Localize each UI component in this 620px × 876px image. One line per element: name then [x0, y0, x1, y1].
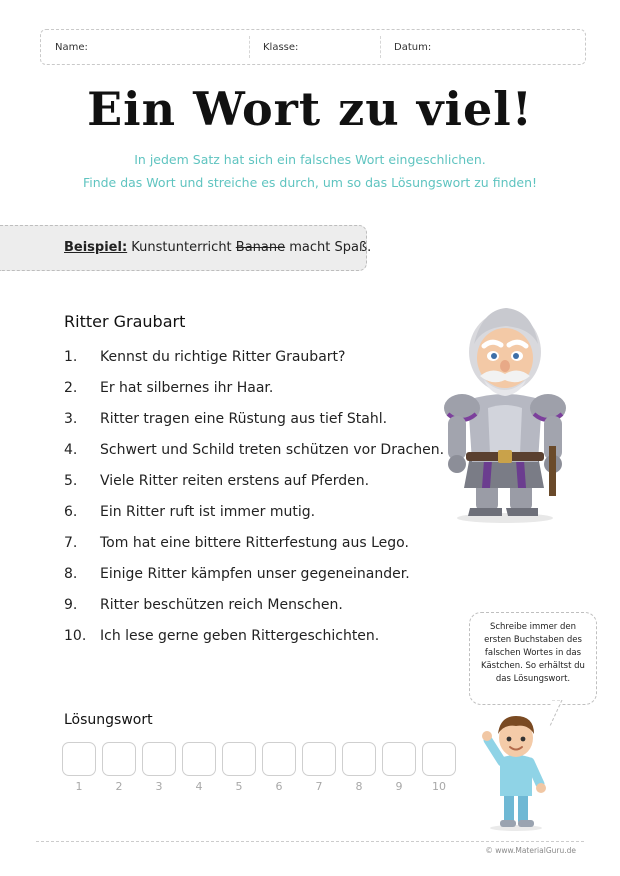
- item-number: 6.: [64, 504, 78, 520]
- hint-line: das Lösungswort.: [495, 674, 571, 684]
- list-item[interactable]: [64, 535, 444, 566]
- class-field[interactable]: [249, 30, 380, 64]
- list-item[interactable]: [64, 442, 444, 473]
- footer-divider: [36, 841, 584, 842]
- letter-box[interactable]: [102, 742, 136, 776]
- item-number: 9.: [64, 597, 78, 613]
- box-number: 4: [195, 780, 203, 793]
- box-number: 3: [155, 780, 163, 793]
- letter-box[interactable]: [142, 742, 176, 776]
- sentence-list: [64, 349, 444, 659]
- example-sentence: [64, 240, 371, 255]
- item-number: 4.: [64, 442, 78, 458]
- class-label: Klasse:: [263, 42, 299, 53]
- item-text: Einige Ritter kämpfen unser gegeneinander.: [100, 566, 410, 582]
- hint-line: falschen Wortes in das: [484, 648, 582, 658]
- list-item[interactable]: [64, 349, 444, 380]
- item-text: Viele Ritter reiten erstens auf Pferden.: [100, 473, 370, 489]
- boy-illustration: [476, 712, 556, 832]
- list-item[interactable]: [64, 628, 444, 659]
- box-number: 5: [235, 780, 243, 793]
- box-number: 7: [315, 780, 323, 793]
- letter-box[interactable]: [422, 742, 456, 776]
- letter-box[interactable]: [62, 742, 96, 776]
- box-number: 9: [395, 780, 403, 793]
- copyright-footer: © www.MaterialGuru.de: [485, 846, 576, 855]
- instruction-line-2: Finde das Wort und streiche es durch, um so das Lösungswort zu finden!: [82, 175, 538, 190]
- list-item[interactable]: [64, 380, 444, 411]
- item-number: 8.: [64, 566, 78, 582]
- letter-box[interactable]: [262, 742, 296, 776]
- item-number: 10.: [64, 628, 87, 644]
- example-text-after: macht Spaß.: [289, 240, 372, 255]
- hint-line: Schreibe immer den: [489, 622, 577, 632]
- item-text: Tom hat eine bittere Ritterfestung aus Lego.: [100, 535, 409, 551]
- item-number: 1.: [64, 349, 78, 365]
- letter-box[interactable]: [382, 742, 416, 776]
- instruction-line-1: In jedem Satz hat sich ein falsches Wort eingeschlichen.: [134, 152, 486, 167]
- knight-illustration: [440, 296, 570, 526]
- letter-box[interactable]: [342, 742, 376, 776]
- item-number: 3.: [64, 411, 78, 427]
- item-text: Ritter tragen eine Rüstung aus tief Stahl.: [100, 411, 388, 427]
- list-item[interactable]: [64, 473, 444, 504]
- item-text: Ein Ritter ruft ist immer mutig.: [100, 504, 316, 520]
- solution-title: Lösungswort: [64, 712, 153, 728]
- name-field[interactable]: [41, 30, 249, 64]
- item-number: 7.: [64, 535, 78, 551]
- list-item[interactable]: [64, 566, 444, 597]
- example-text-before: Kunstunterricht: [131, 240, 232, 255]
- box-number: 10: [432, 780, 446, 793]
- name-label: Name:: [55, 42, 88, 53]
- item-text: Schwert und Schild treten schützen vor Drachen.: [100, 442, 445, 458]
- list-item[interactable]: [64, 504, 444, 535]
- box-number: 6: [275, 780, 283, 793]
- box-number: 8: [355, 780, 363, 793]
- item-text: Ich lese gerne geben Rittergeschichten.: [100, 628, 380, 644]
- example-label: Beispiel:: [64, 240, 128, 255]
- student-info-header: [40, 29, 586, 65]
- item-text: Ritter beschützen reich Menschen.: [100, 597, 343, 613]
- example-box: [0, 225, 372, 271]
- list-item[interactable]: [64, 411, 444, 442]
- page-title: Ein Wort zu viel!: [87, 82, 533, 136]
- box-number: 2: [115, 780, 123, 793]
- date-label: Datum:: [394, 42, 432, 53]
- item-number: 5.: [64, 473, 78, 489]
- item-text: Er hat silbernes ihr Haar.: [100, 380, 274, 396]
- letter-box[interactable]: [182, 742, 216, 776]
- example-struck-word: Banane: [235, 240, 286, 255]
- box-number: 1: [75, 780, 83, 793]
- hint-speech-bubble: [469, 612, 597, 705]
- hint-text: [476, 621, 590, 686]
- date-field[interactable]: [380, 30, 585, 64]
- hint-line: ersten Buchstaben des: [484, 635, 582, 645]
- letter-box[interactable]: [302, 742, 336, 776]
- item-text: Kennst du richtige Ritter Graubart?: [100, 349, 346, 365]
- section-title: Ritter Graubart: [64, 312, 186, 331]
- item-number: 2.: [64, 380, 78, 396]
- letter-box[interactable]: [222, 742, 256, 776]
- hint-line: Kästchen. So erhältst du: [481, 661, 585, 671]
- list-item[interactable]: [64, 597, 444, 628]
